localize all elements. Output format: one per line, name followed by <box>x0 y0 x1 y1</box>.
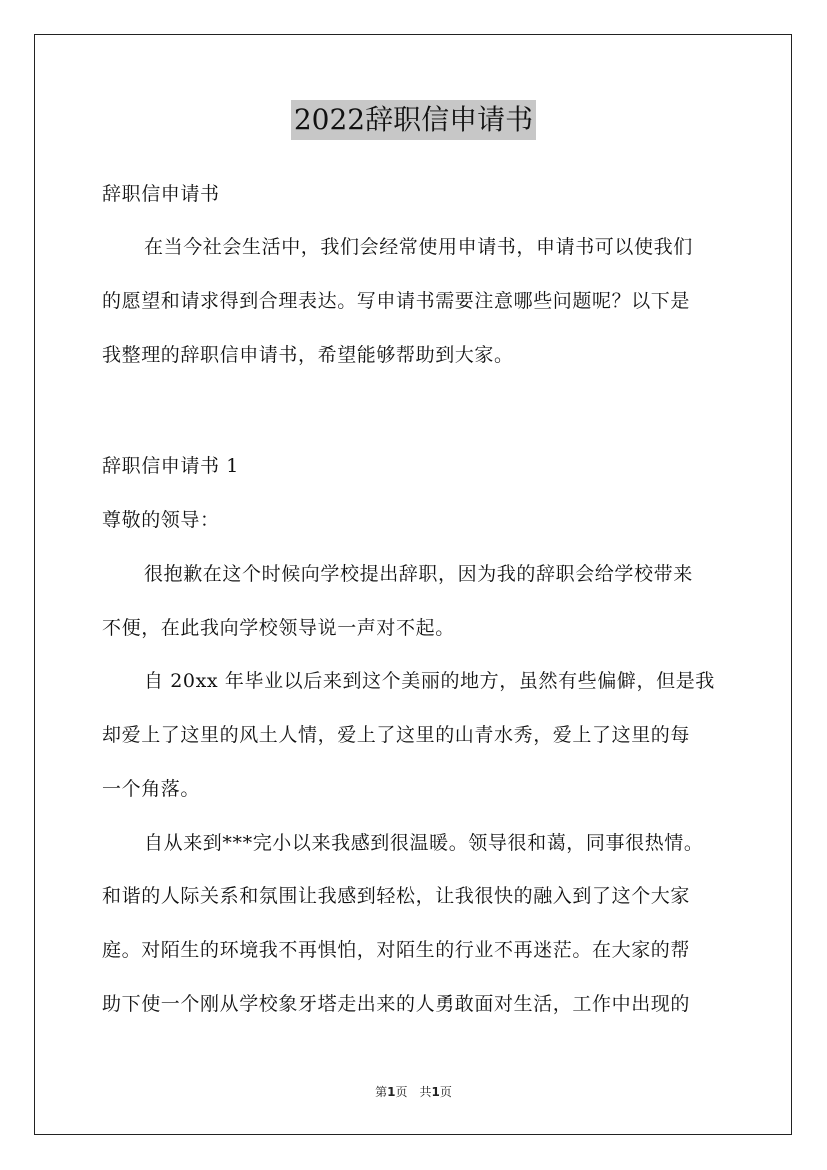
paragraph-line: 和谐的人际关系和氛围让我感到轻松，让我很快的融入到了这个大家 <box>102 885 691 907</box>
page-suffix: 页 <box>395 1085 408 1099</box>
paragraph-line: 一个角落。 <box>102 778 201 800</box>
paragraph-line: 自 20xx 年毕业以后来到这个美丽的地方，虽然有些偏僻，但是我 <box>144 670 715 692</box>
paragraph-line: 却爱上了这里的风土人情，爱上了这里的山青水秀，爱上了这里的每 <box>102 724 691 746</box>
page-number: 1 <box>387 1085 396 1099</box>
paragraph-line: 助下使一个刚从学校象牙塔走出来的人勇敢面对生活，工作中出现的 <box>102 993 691 1015</box>
paragraph-line: 我整理的辞职信申请书，希望能够帮助到大家。 <box>102 344 514 366</box>
page-footer <box>0 1083 827 1100</box>
paragraph-line: 很抱歉在这个时候向学校提出辞职，因为我的辞职会给学校带来 <box>144 563 693 585</box>
paragraph-line: 在当今社会生活中，我们会经常使用申请书，申请书可以使我们 <box>144 236 693 258</box>
section-heading: 辞职信申请书 1 <box>102 455 239 477</box>
paragraph-line: 自从来到***完小以来我感到很温暖。领导很和蔼，同事很热情。 <box>144 832 704 854</box>
subtitle-line: 辞职信申请书 <box>102 183 220 205</box>
title-container <box>0 100 827 140</box>
paragraph-line: 庭。对陌生的环境我不再惧怕，对陌生的行业不再迷茫。在大家的帮 <box>102 939 691 961</box>
page-prefix: 第 <box>375 1085 388 1099</box>
total-prefix: 共 <box>419 1085 432 1099</box>
total-suffix: 页 <box>439 1085 452 1099</box>
document-title: 2022辞职信申请书 <box>291 100 536 140</box>
paragraph-line: 的愿望和请求得到合理表达。写申请书需要注意哪些问题呢？以下是 <box>102 290 691 312</box>
salutation-line: 尊敬的领导： <box>102 509 220 531</box>
total-pages: 1 <box>431 1085 440 1099</box>
paragraph-line: 不便，在此我向学校领导说一声对不起。 <box>102 617 455 639</box>
